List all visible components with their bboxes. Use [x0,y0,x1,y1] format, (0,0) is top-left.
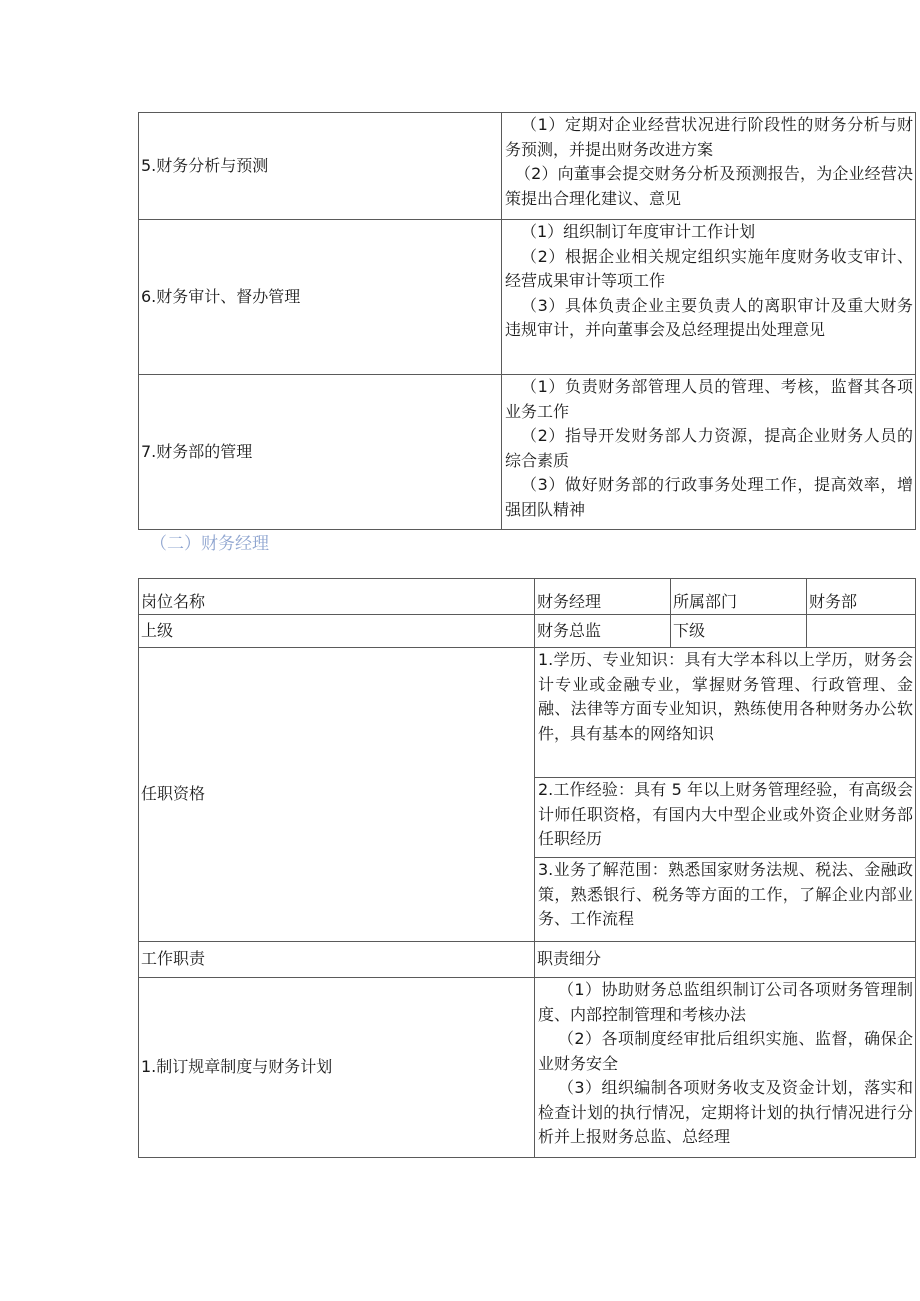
section-heading: （二）财务经理 [150,534,269,554]
table-row [139,113,916,220]
detail-line: （2）向董事会提交财务分析及预测报告，为企业经营决策提出合理化建议、意见 [505,164,913,208]
detail-line: （1）组织制订年度审计工作计划 [521,222,756,241]
duty-table-continued [138,112,916,530]
detail-line: （1）负责财务部管理人员的管理、考核，监督其各项业务工作 [505,377,913,421]
detail-line: （3）做好财务部的行政事务处理工作，提高效率，增强团队精神 [505,475,913,519]
post-label: 岗位名称 [139,579,535,615]
table-row [139,579,916,615]
duty-details [502,113,916,220]
detail-line: （3）组织编制各项财务收支及资金计划，落实和检查计划的执行情况，定期将计划的执行情况进行分析并上报财务总监、总经理 [538,1078,913,1146]
table-row [139,648,916,778]
detail-header: 职责细分 [535,942,916,978]
duty-name: 6.财务审计、督办管理 [139,220,502,375]
detail-line: （3）具体负责企业主要负责人的离职审计及重大财务违规审计，并向董事会及总经理提出处理意见 [505,295,913,339]
table-row [139,615,916,648]
dept-label: 所属部门 [671,579,807,615]
job-description-table [138,578,916,1158]
detail-line: （2）根据企业相关规定组织实施年度财务收支审计、经营成果审计等项工作 [505,246,913,290]
subordinate-label: 下级 [671,615,807,648]
table-row [139,375,916,530]
post-value: 财务经理 [535,579,671,615]
superior-value: 财务总监 [535,615,671,648]
detail-line: （1）协助财务总监组织制订公司各项财务管理制度、内部控制管理和考核办法 [538,980,913,1024]
detail-line: （1）定期对企业经营状况进行阶段性的财务分析与财务预测，并提出财务改进方案 [505,115,913,159]
subordinate-value [807,615,916,648]
detail-line: （2）指导开发财务部人力资源，提高企业财务人员的综合素质 [505,426,913,470]
qualification-item: 2.工作经验：具有 5 年以上财务管理经验，有高级会计师任职资格，有国内大中型企业或外资企业财务部任职经历 [535,778,916,858]
duty-name: 7.财务部的管理 [139,375,502,530]
detail-line: （2）各项制度经审批后组织实施、监督，确保企业财务安全 [538,1029,913,1073]
qualification-item: 1.学历、专业知识：具有大学本科以上学历，财务会计专业或金融专业，掌握财务管理、行政管理、金融、法律等方面专业知识，熟练使用各种财务办公软件，具有基本的网络知识 [535,648,916,778]
table-row [139,220,916,375]
duty-name: 5.财务分析与预测 [139,113,502,220]
table-row [139,978,916,1158]
superior-label: 上级 [139,615,535,648]
duty-header: 工作职责 [139,942,535,978]
duty-details [502,375,916,530]
dept-value: 财务部 [807,579,916,615]
duty-details [535,978,916,1158]
table-row [139,942,916,978]
qualification-item: 3.业务了解范围：熟悉国家财务法规、税法、金融政策，熟悉银行、税务等方面的工作，了解企业内部业务、工作流程 [535,858,916,942]
duty-details [502,220,916,375]
qualification-label: 任职资格 [139,648,535,942]
duty-name: 1.制订规章制度与财务计划 [139,978,535,1158]
